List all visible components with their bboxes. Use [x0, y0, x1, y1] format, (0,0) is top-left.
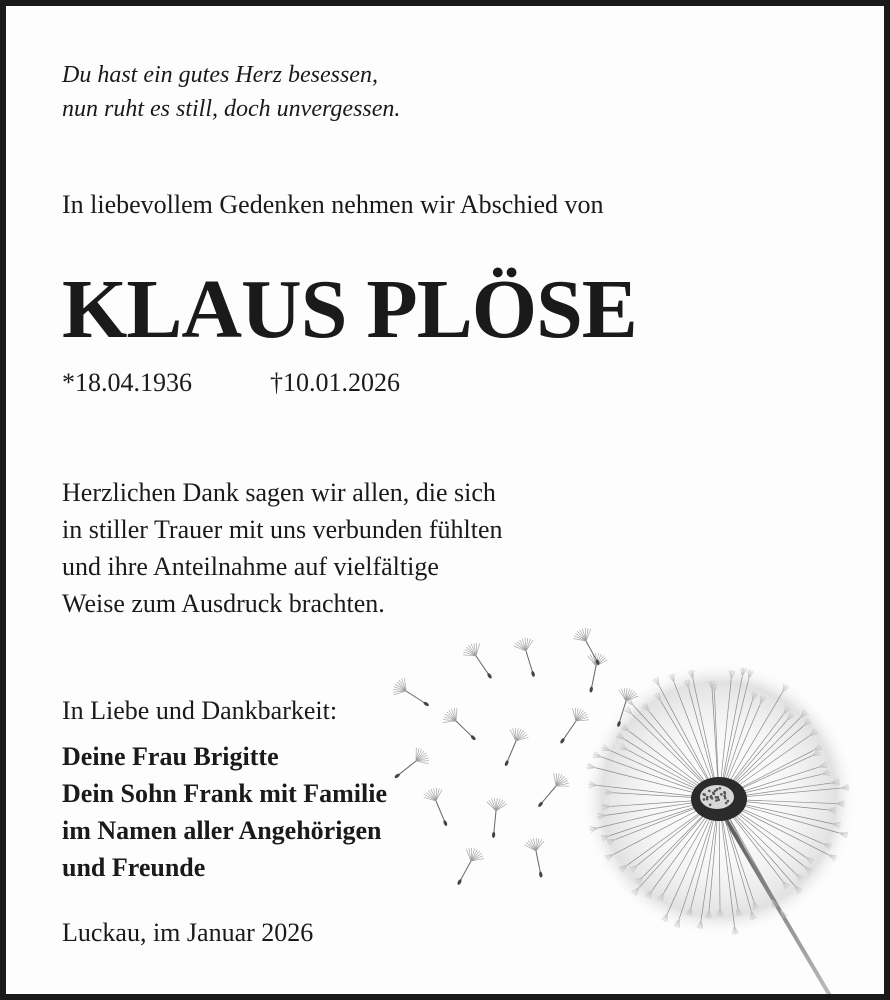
motto-line: nun ruht es still, doch unvergessen. [62, 96, 401, 122]
dandelion-icon [376, 611, 886, 996]
intro-text: In liebevollem Gedenken nehmen wir Abschied von [62, 190, 604, 219]
motto-line: Du hast ein gutes Herz besessen, [62, 62, 378, 88]
place-date: Luckau, im Januar 2026 [62, 918, 314, 947]
motto [62, 58, 400, 126]
death-date: †10.01.2026 [270, 368, 400, 397]
family-line: Dein Sohn Frank mit Familie [62, 779, 388, 808]
thanks-line: Weise zum Ausdruck brachten. [62, 589, 385, 618]
birth-date: *18.04.1936 [62, 368, 192, 397]
thanks-line: und ihre Anteilnahme auf vielfältige [62, 552, 439, 581]
thanks-line: in stiller Trauer mit uns verbunden fühlten [62, 515, 503, 544]
closing-greeting: In Liebe und Dankbarkeit: [62, 696, 338, 725]
thanks-line: Herzlichen Dank sagen wir allen, die sich [62, 478, 496, 507]
family-line: im Namen aller Angehörigen [62, 816, 382, 845]
family-signature [62, 738, 387, 886]
family-line: und Freunde [62, 853, 206, 882]
deceased-name: KLAUS PLÖSE [62, 263, 637, 356]
family-line: Deine Frau Brigitte [62, 742, 279, 771]
thanks-text [62, 474, 503, 622]
life-dates [62, 368, 400, 398]
